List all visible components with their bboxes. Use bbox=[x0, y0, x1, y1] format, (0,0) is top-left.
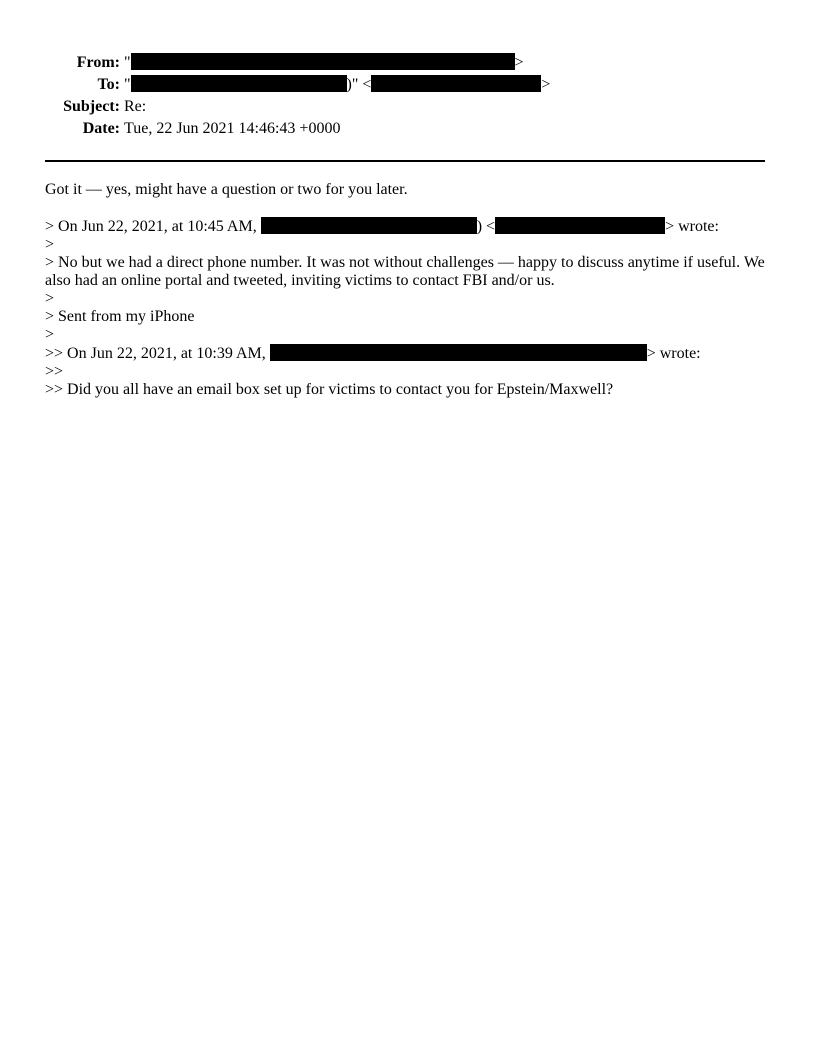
from-row bbox=[0, 52, 816, 74]
quote-blank: > bbox=[45, 236, 55, 253]
redaction-block bbox=[270, 344, 647, 361]
nested-quote-blank: >> bbox=[45, 363, 64, 380]
to-row bbox=[0, 74, 816, 96]
from-label: From: bbox=[76, 54, 120, 71]
to-value: " )" < > bbox=[124, 76, 551, 93]
redaction-block bbox=[131, 75, 347, 92]
nested-quoted-message: >> Did you all have an email box set up for victims to contact you for Epstein/Maxwell? bbox=[45, 381, 614, 398]
quote-signature: > Sent from my iPhone bbox=[45, 308, 195, 325]
to-label: To: bbox=[97, 76, 120, 93]
date-row bbox=[0, 118, 816, 140]
quoted-message: > No but we had a direct phone number. It was not without challenges — happy to discuss anytime if useful. We also had an online portal and tweeted, inviting victims to contact FBI and/or us. bbox=[45, 254, 765, 289]
redaction-block bbox=[371, 75, 541, 92]
from-value: " > bbox=[124, 54, 524, 71]
redaction-block bbox=[131, 53, 515, 70]
date-label: Date: bbox=[82, 120, 120, 137]
subject-value: Re: bbox=[124, 98, 147, 115]
email-header bbox=[0, 52, 816, 140]
email-body bbox=[45, 181, 769, 399]
subject-label: Subject: bbox=[63, 98, 120, 115]
redaction-block bbox=[495, 217, 665, 234]
header-divider bbox=[45, 160, 765, 162]
quote-attribution: > On Jun 22, 2021, at 10:45 AM, ) < > wrote: bbox=[45, 218, 719, 235]
redaction-block bbox=[261, 217, 477, 234]
quote-blank: > bbox=[45, 326, 55, 343]
reply-text: Got it — yes, might have a question or two for you later. bbox=[45, 181, 408, 198]
quote-blank: > bbox=[45, 290, 55, 307]
nested-quote-attribution: >> On Jun 22, 2021, at 10:39 AM, > wrote: bbox=[45, 345, 701, 362]
date-value: Tue, 22 Jun 2021 14:46:43 +0000 bbox=[124, 120, 341, 137]
subject-row bbox=[0, 96, 816, 118]
spacer bbox=[45, 199, 769, 217]
